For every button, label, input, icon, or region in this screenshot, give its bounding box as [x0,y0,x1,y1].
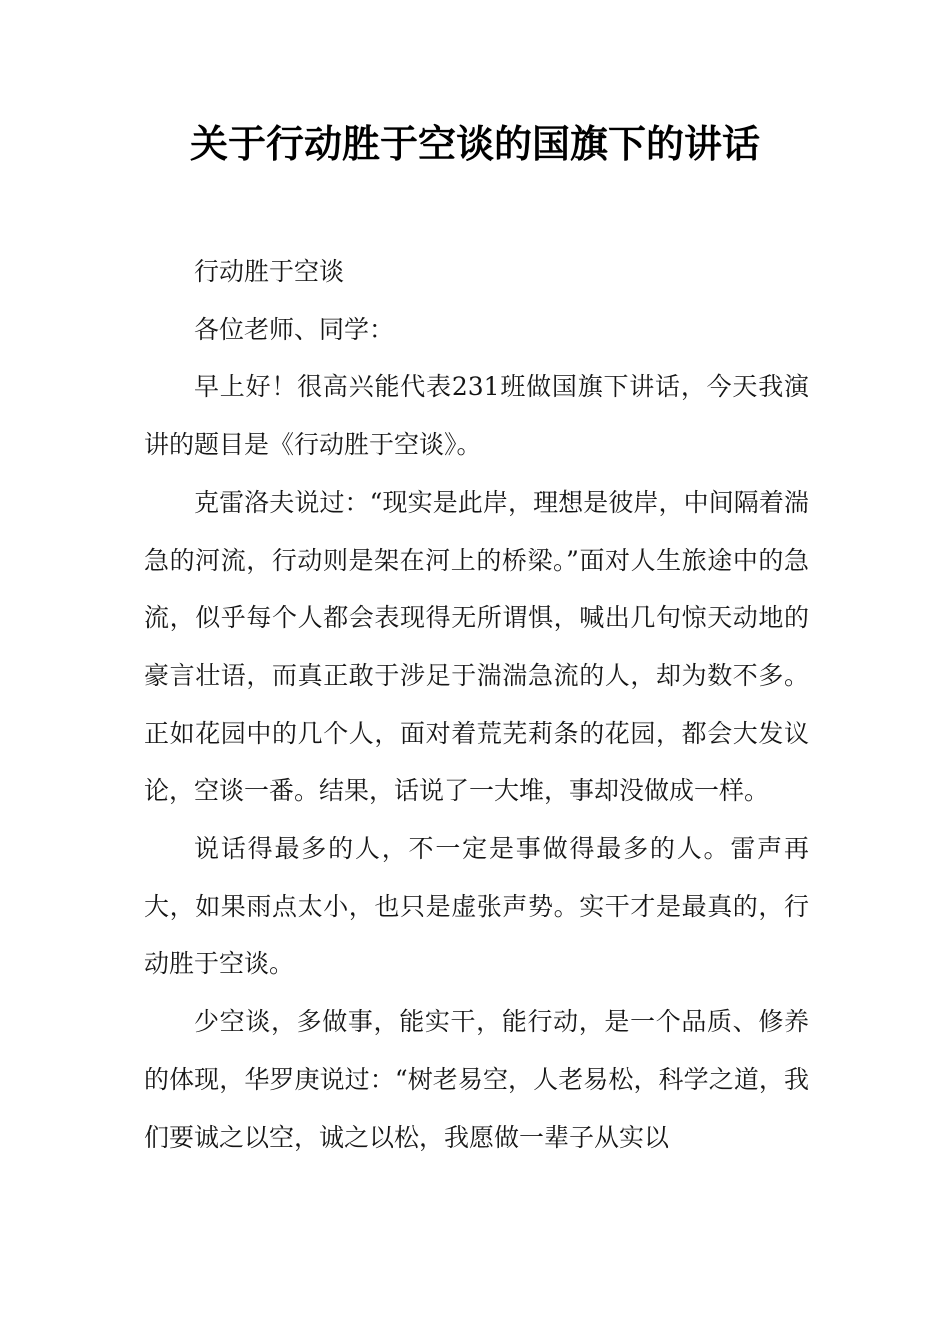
paragraph-opening: 早上好！很高兴能代表231班做国旗下讲话，今天我演讲的题目是《行动胜于空谈》。 [144,372,809,460]
paragraph-greeting: 各位老师、同学： [194,314,395,344]
paragraph-quote-krylov: 克雷洛夫说过：“现实是此岸，理想是彼岸，中间隔着湍急的河流，行动则是架在河上的桥梁。”面对人生旅途中的急流，似乎每个人都会表现得无所谓惧，喊出几句惊天动地的豪言壮语，而真正敢于涉足于湍湍急流的人，却为数不多。正如花园中的几个人，面对着荒芜莉条的花园，都会大发议论，空谈一番。结果，话说了一大堆，事却没做成一样。 [144,487,809,806]
paragraph-subtitle: 行动胜于空谈 [194,257,345,286]
document-title: 关于行动胜于空谈的国旗下的讲话 [189,122,760,166]
document-body [144,243,809,1166]
paragraph-talk-vs-action: 说话得最多的人，不一定是事做得最多的人。雷声再大，如果雨点太小，也只是虚张声势。实干才是最真的，行动胜于空谈。 [144,834,809,979]
paragraph-quote-hua-luogeng: 少空谈，多做事，能实干，能行动，是一个品质、修养的体现，华罗庚说过：“树老易空，人老易松，科学之道，我们要诚之以空，诚之以松，我愿做一辈子从实以 [144,1007,809,1152]
